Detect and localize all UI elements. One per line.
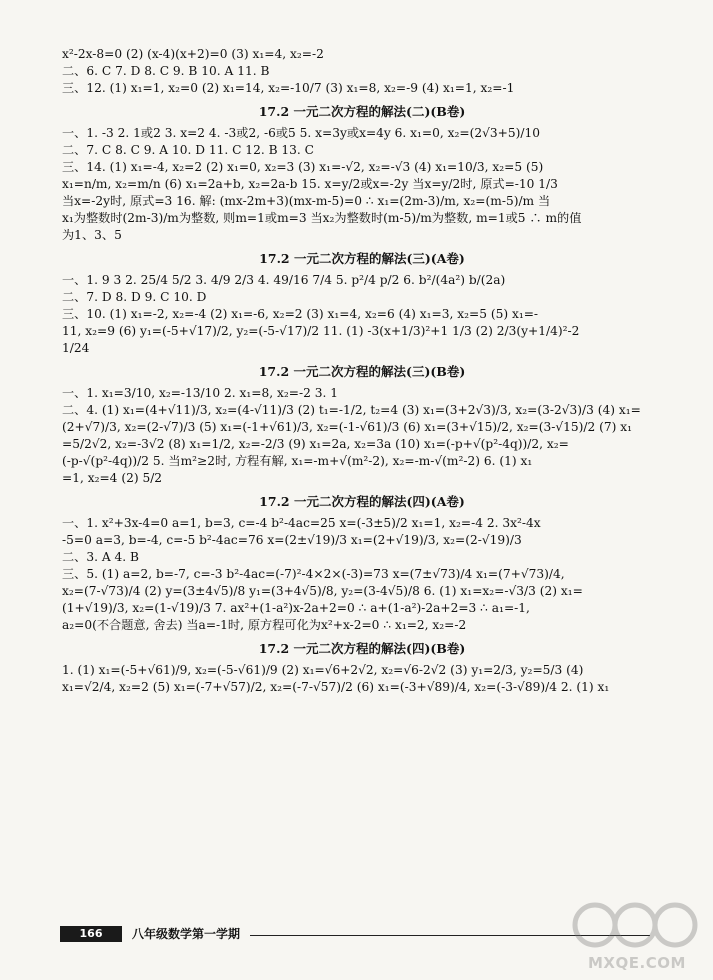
answer-line: a₂=0(不合题意, 舍去) 当a=-1时, 原方程可化为x²+x-2=0 ∴ x₁=2, x₂=-2 [62, 618, 467, 632]
answer-line: x₁=n/m, x₂=m/n (6) x₁=2a+b, x₂=2a-b 15. x=y/2或x=-2y 当x=y/2时, 原式=-10 1/3 [62, 177, 558, 191]
watermark-text: MXQE.COM [588, 954, 686, 972]
answer-line: 当x=-2y时, 原式=3 16. 解: (mx-2m+3)(mx-m-5)=0 ∴ x₁=(2m-3)/m, x₂=(m-5)/m 当 [62, 194, 551, 208]
section-heading: 17.2 一元二次方程的解法(三)(A卷) [259, 251, 465, 266]
answer-line: 一、1. x²+3x-4=0 a=1, b=3, c=-4 b²-4ac=25 x=(-3±5)/2 x₁=1, x₂=-4 2. 3x²-4x [62, 516, 541, 530]
answer-line: (2+√7)/3, x₂=(2-√7)/3 (5) x₁=(-1+√61)/3, x₂=(-1-√61)/3 (6) x₁=(3+√15)/2, x₂=(3-√15)/2 (7) x₁ [62, 420, 632, 434]
answer-line: 二、4. (1) x₁=(4+√11)/3, x₂=(4-√11)/3 (2) t₁=-1/2, t₂=4 (3) x₁=(3+2√3)/3, x₂=(3-2√3)/3 (4) x₁= [62, 403, 641, 417]
answer-line: 三、12. (1) x₁=1, x₂=0 (2) x₁=14, x₂=-10/7 (3) x₁=8, x₂=-9 (4) x₁=1, x₂=-1 [62, 81, 515, 95]
answer-line: 一、1. -3 2. 1或2 3. x=2 4. -3或2, -6或5 5. x=3y或x=4y 6. x₁=0, x₂=(2√3+5)/10 [62, 126, 540, 140]
answer-line: 一、1. 9 3 2. 25/4 5/2 3. 4/9 2/3 4. 49/16 7/4 5. p²/4 p/2 6. b²/(4a²) b/(2a) [62, 273, 506, 287]
answer-line: 1/24 [62, 341, 90, 355]
answer-line: -5=0 a=3, b=-4, c=-5 b²-4ac=76 x=(2±√19)/3 x₁=(2+√19)/3, x₂=(2-√19)/3 [62, 533, 522, 547]
answer-line: x₁为整数时(2m-3)/m为整数, 则m=1或m=3 当x₂为整数时(m-5)/m为整数, m=1或5 ∴ m的值 [62, 211, 582, 225]
answer-line: x₂=(7-√73)/4 (2) y=(3±4√5)/8 y₁=(3+4√5)/8, y₂=(3-4√5)/8 6. (1) x₁=x₂=-√3/3 (2) x₁= [62, 584, 583, 598]
section-heading: 17.2 一元二次方程的解法(三)(B卷) [258, 364, 466, 379]
answer-line: x²-2x-8=0 (2) (x-4)(x+2)=0 (3) x₁=4, x₂=-2 [62, 47, 324, 61]
section-heading: 17.2 一元二次方程的解法(四)(B卷) [258, 641, 466, 656]
answer-line: 二、6. C 7. D 8. C 9. B 10. A 11. B [62, 64, 270, 78]
answer-line: =5/2√2, x₂=-3√2 (8) x₁=1/2, x₂=-2/3 (9) x₁=2a, x₂=3a (10) x₁=(-p+√(p²-4q))/2, x₂= [62, 437, 569, 451]
answer-line: 为1、3、5 [62, 228, 122, 242]
book-title: 八年级数学第一学期 [132, 927, 241, 941]
answer-line: =1, x₂=4 (2) 5/2 [62, 471, 163, 485]
answer-line: (-p-√(p²-4q))/2 5. 当m²≥2时, 方程有解, x₁=-m+√(m²-2), x₂=-m-√(m²-2) 6. (1) x₁ [62, 454, 533, 468]
answer-line: 三、5. (1) a=2, b=-7, c=-3 b²-4ac=(-7)²-4×2×(-3)=73 x=(7±√73)/4 x₁=(7+√73)/4, [62, 567, 565, 581]
answer-line: 1. (1) x₁=(-5+√61)/9, x₂=(-5-√61)/9 (2) x₁=√6+2√2, x₂=√6-2√2 (3) y₁=2/3, y₂=5/3 (4) [62, 663, 584, 677]
answer-line: 11, x₂=9 (6) y₁=(-5+√17)/2, y₂=(-5-√17)/2 11. (1) -3(x+1/3)²+1 1/3 (2) 2/3(y+1/4)²-2 [62, 324, 580, 338]
answer-content [62, 46, 662, 696]
watermark [560, 900, 710, 980]
answer-line: 一、1. x₁=3/10, x₂=-13/10 2. x₁=8, x₂=-2 3. 1 [62, 386, 338, 400]
answer-line: 二、7. D 8. D 9. C 10. D [62, 290, 207, 304]
answer-line: 二、7. C 8. C 9. A 10. D 11. C 12. B 13. C [62, 143, 314, 157]
section-heading: 17.2 一元二次方程的解法(二)(B卷) [258, 104, 466, 119]
answer-line: x₁=√2/4, x₂=2 (5) x₁=(-7+√57)/2, x₂=(-7-√57)/2 (6) x₁=(-3+√89)/4, x₂=(-3-√89)/4 2. (1) x₁ [62, 680, 610, 694]
answer-line: 三、10. (1) x₁=-2, x₂=-4 (2) x₁=-6, x₂=2 (3) x₁=4, x₂=6 (4) x₁=3, x₂=5 (5) x₁=- [62, 307, 539, 321]
answer-line: (1+√19)/3, x₂=(1-√19)/3 7. ax²+(1-a²)x-2a+2=0 ∴ a+(1-a²)-2a+2=3 ∴ a₁=-1, [62, 601, 530, 615]
page-number: 166 [60, 926, 122, 942]
section-heading: 17.2 一元二次方程的解法(四)(A卷) [259, 494, 465, 509]
answer-line: 二、3. A 4. B [62, 550, 140, 564]
answer-site-logo-icon [570, 900, 700, 950]
answer-line: 三、14. (1) x₁=-4, x₂=2 (2) x₁=0, x₂=3 (3) x₁=-√2, x₂=-√3 (4) x₁=10/3, x₂=5 (5) [62, 160, 544, 174]
